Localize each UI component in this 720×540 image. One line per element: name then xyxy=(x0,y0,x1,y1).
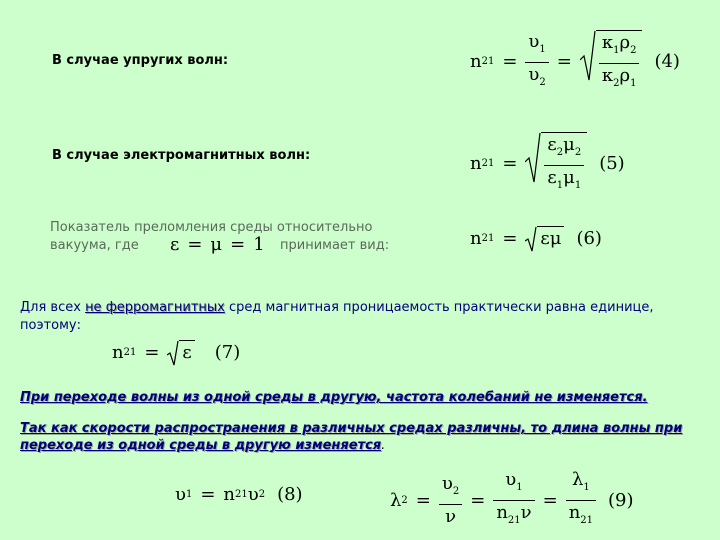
eq6-tag: (6) xyxy=(576,228,602,249)
equation-5: n 21 = $\frac{\varepsilon_2\mu_2}{\varepsilon_1\mu_1}$ (5) xyxy=(470,132,625,196)
equation-8: υ 1 = n 21 υ 2 (8) xyxy=(175,484,303,505)
paragraph-line1: Для всех не ферромагнитных сред магнитная проницаемость практически равна единице, xyxy=(20,300,654,315)
eq8-tag: (8) xyxy=(277,484,303,505)
sqrt-kappa-rho: $\frac{\kappa_1\rho_2}{\kappa_2\rho_1}$ xyxy=(580,30,643,94)
inline-formula-eps-mu-1: ε = μ = 1 xyxy=(170,234,265,255)
epsilon-symbol: ε xyxy=(170,234,180,255)
sqrt-eps-mu: $\frac{\varepsilon_2\mu_2}{\varepsilon_1\mu_1}$ xyxy=(525,132,587,196)
eq5-tag: (5) xyxy=(599,153,625,174)
refraction-line1: Показатель преломления среды относительно xyxy=(50,220,373,235)
statement-frequency: При переходе волны из одной среды в другую, частота колебаний не изменяется. xyxy=(20,390,648,405)
refraction-line2-a: вакуума, где xyxy=(50,238,139,253)
eq7-tag: (7) xyxy=(214,342,241,363)
equation-9: λ 2 = $\frac{\upsilon_2}{\nu}$ = $\frac{\upsilon_1}{n_{21}\nu}$ = $\frac{\lambda_1}{n_{21}}$ (9) xyxy=(390,469,634,527)
eq9-tag: (9) xyxy=(608,489,634,511)
equation-7: n 21 = ε (7) xyxy=(112,340,240,366)
case-em-label: В случае электромагнитных волн: xyxy=(52,148,311,163)
equation-6: n 21 = εμ (6) xyxy=(470,226,602,252)
eq4-tag: (4) xyxy=(654,51,680,72)
highlight-nonferromagnetic: не ферромагнитных xyxy=(85,300,225,315)
paragraph-line2: поэтому: xyxy=(20,318,81,333)
statement-wavelength-line1: Так как скорости распространения в различных средах различны, то длина волны при xyxy=(20,421,683,436)
mu-symbol: μ xyxy=(210,234,223,255)
refraction-line2-b: принимает вид: xyxy=(280,238,390,253)
statement-wavelength-line2: переходе из одной среды в другую изменяется. xyxy=(20,438,386,453)
equation-4: n 21 = $\frac{\upsilon_1}{\upsilon_2}$ = $\frac{\kappa_1\rho_2}{\kappa_2\rho_1}$ (4) xyxy=(470,30,680,94)
fraction-upsilon: $\frac{\upsilon_1}{\upsilon_2}$ xyxy=(525,32,548,93)
case-elastic-label: В случае упругих волн: xyxy=(52,53,229,68)
